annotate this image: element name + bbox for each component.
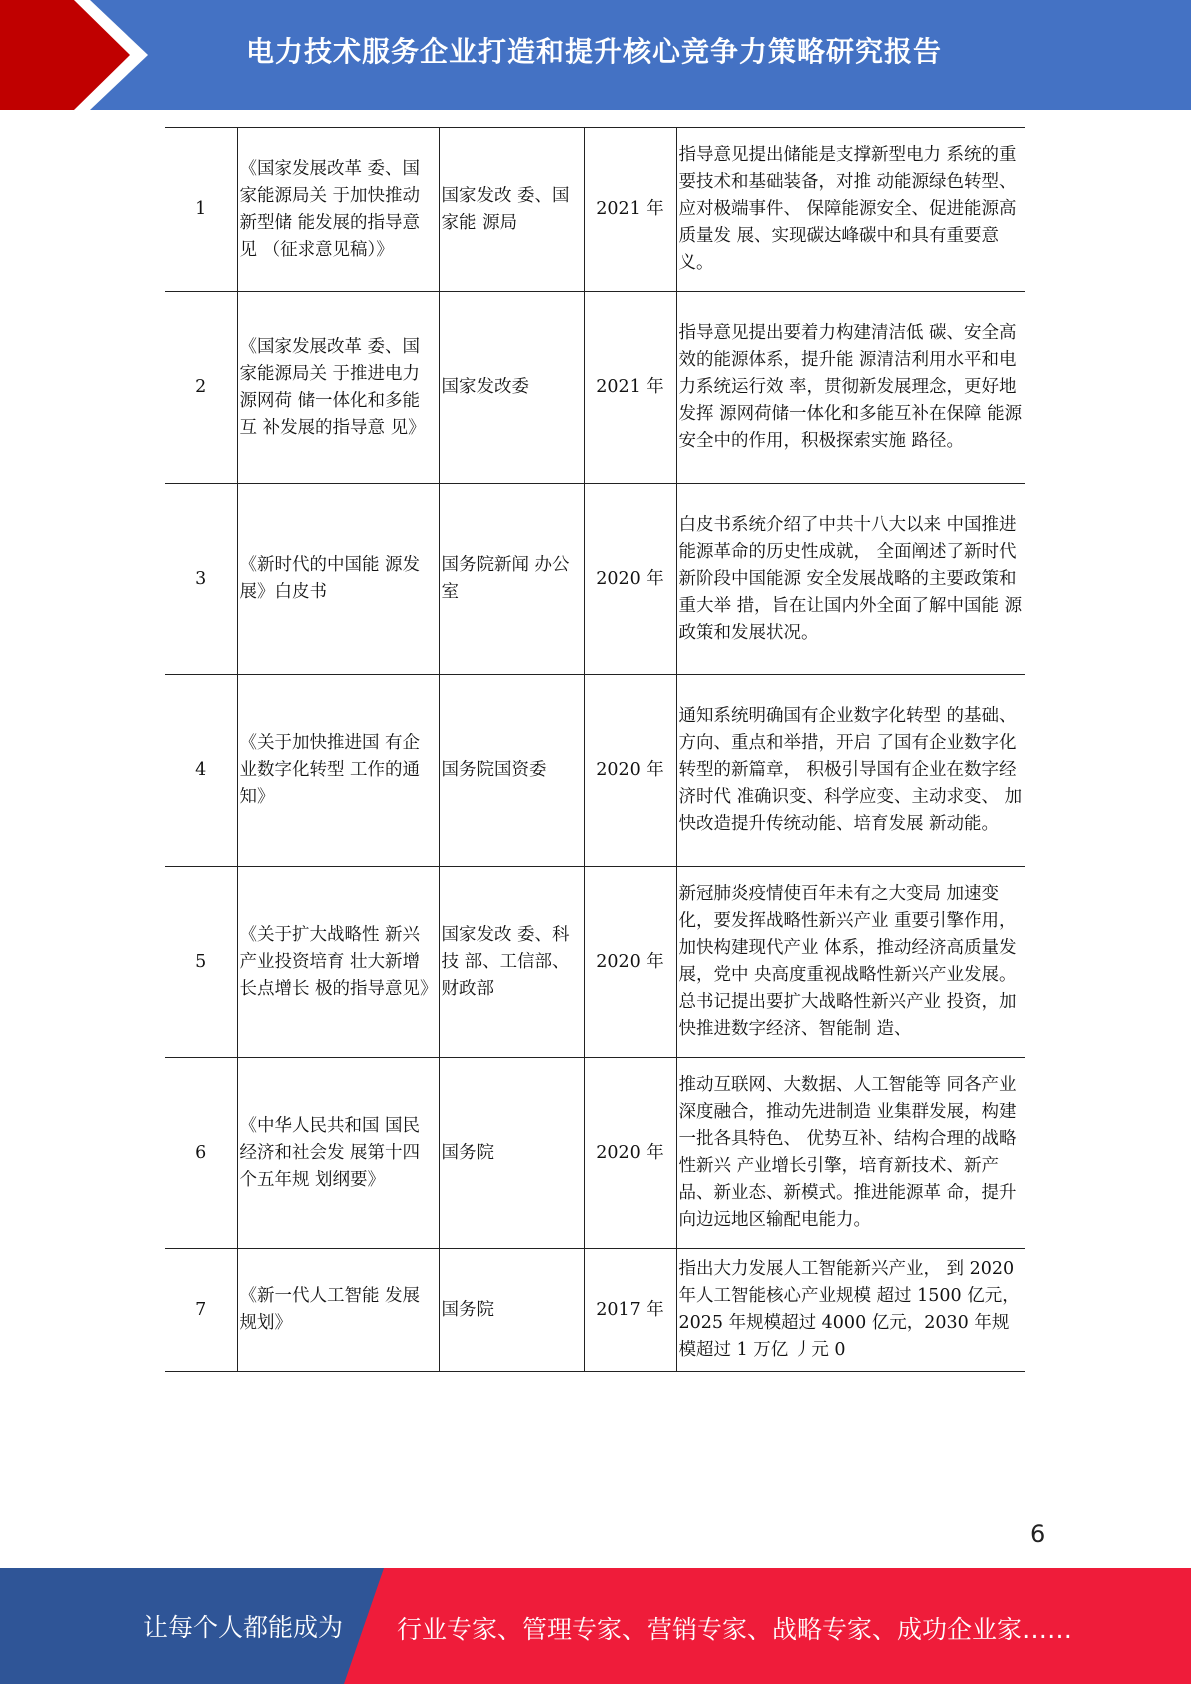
policy-name: 《关于扩大战略性 新兴产业投资培育 壮大新增长点增长 极的指导意见》 (237, 867, 439, 1058)
policy-table (165, 127, 1025, 1372)
table-row (165, 484, 1025, 675)
policy-name: 《国家发展改革 委、国家能源局关 于加快推动新型储 能发展的指导意见 （征求意见稿）》 (237, 128, 439, 292)
policy-name: 《关于加快推进国 有企业数字化转型 工作的通知》 (237, 675, 439, 867)
policy-name: 《新时代的中国能 源发展》白皮书 (237, 484, 439, 675)
policy-issuer: 国家发改 委、国家能 源局 (439, 128, 584, 292)
page-number: 6 (1030, 1520, 1046, 1548)
row-number: 2 (165, 292, 237, 484)
policy-description: 指出大力发展人工智能新兴产业， 到 2020 年人工智能核心产业规模 超过 1500 亿元，2025 年规模超过 4000 亿元，2030 年规模超过 1 万亿 丿元 0 (676, 1249, 1025, 1372)
policy-year: 2020 年 (584, 484, 676, 675)
table-row (165, 675, 1025, 867)
policy-issuer: 国务院 (439, 1249, 584, 1372)
footer-slogan-left: 让每个人都能成为 (143, 1613, 344, 1642)
policy-name: 《中华人民共和国 国民经济和社会发 展第十四个五年规 划纲要》 (237, 1058, 439, 1249)
table-row (165, 1058, 1025, 1249)
row-number: 6 (165, 1058, 237, 1249)
policy-description: 通知系统明确国有企业数字化转型 的基础、方向、重点和举措，开启 了国有企业数字化转型的新篇章， 积极引导国有企业在数字经济时代 准确识变、科学应变、主动求变、 加快改造提升传统动能、培育发展 新动能。 (676, 675, 1025, 867)
policy-issuer: 国家发改委 (439, 292, 584, 484)
row-number: 7 (165, 1249, 237, 1372)
row-number: 1 (165, 128, 237, 292)
policy-issuer: 国务院国资委 (439, 675, 584, 867)
row-number: 3 (165, 484, 237, 675)
policy-description: 推动互联网、大数据、人工智能等 同各产业深度融合，推动先进制造 业集群发展，构建一批各具特色、 优势互补、结构合理的战略性新兴 产业增长引擎，培育新技术、新产 品、新业态、新模式。推进能源革 命，提升向边远地区输配电能力。 (676, 1058, 1025, 1249)
policy-description: 指导意见提出储能是支撑新型电力 系统的重要技术和基础装备，对推 动能源绿色转型、应对极端事件、 保障能源安全、促进能源高质量发 展、实现碳达峰碳中和具有重要意 义。 (676, 128, 1025, 292)
table-row (165, 128, 1025, 292)
footer-slogan-right: 行业专家、管理专家、营销专家、战略专家、成功企业家…… (397, 1615, 1073, 1644)
policy-year: 2020 年 (584, 1058, 676, 1249)
table-row (165, 1249, 1025, 1372)
chevron-flag-icon (0, 0, 160, 110)
policy-year: 2021 年 (584, 292, 676, 484)
row-number: 4 (165, 675, 237, 867)
policy-description: 指导意见提出要着力构建清洁低 碳、安全高效的能源体系，提升能 源清洁利用水平和电力系统运行效 率，贯彻新发展理念，更好地发挥 源网荷储一体化和多能互补在保障 能源安全中的作用，积极探索实施 路径。 (676, 292, 1025, 484)
policy-name: 《新一代人工智能 发展规划》 (237, 1249, 439, 1372)
policy-issuer: 国务院 (439, 1058, 584, 1249)
report-title: 电力技术服务企业打造和提升核心竞争力策略研究报告 (246, 35, 943, 68)
report-header (0, 0, 1191, 110)
policy-name: 《国家发展改革 委、国家能源局关 于推进电力源网荷 储一体化和多能互 补发展的指导意 见》 (237, 292, 439, 484)
policy-year: 2020 年 (584, 675, 676, 867)
policy-year: 2020 年 (584, 867, 676, 1058)
policy-issuer: 国务院新闻 办公室 (439, 484, 584, 675)
policy-year: 2021 年 (584, 128, 676, 292)
policy-description: 新冠肺炎疫情使百年未有之大变局 加速变化，要发挥战略性新兴产业 重要引擎作用，加快构建现代产业 体系，推动经济高质量发展，党中 央高度重视战略性新兴产业发展。 总书记提出要扩大战略性新兴产业 投资，加快推进数字经济、智能制 造、 (676, 867, 1025, 1058)
table-row (165, 867, 1025, 1058)
policy-issuer: 国家发改 委、科技 部、工信部、财政部 (439, 867, 584, 1058)
row-number: 5 (165, 867, 237, 1058)
policy-year: 2017 年 (584, 1249, 676, 1372)
page-footer (0, 1568, 1191, 1684)
policy-description: 白皮书系统介绍了中共十八大以来 中国推进能源革命的历史性成就， 全面阐述了新时代新阶段中国能源 安全发展战略的主要政策和重大举 措，旨在让国内外全面了解中国能 源政策和发展状况。 (676, 484, 1025, 675)
table-row (165, 292, 1025, 484)
